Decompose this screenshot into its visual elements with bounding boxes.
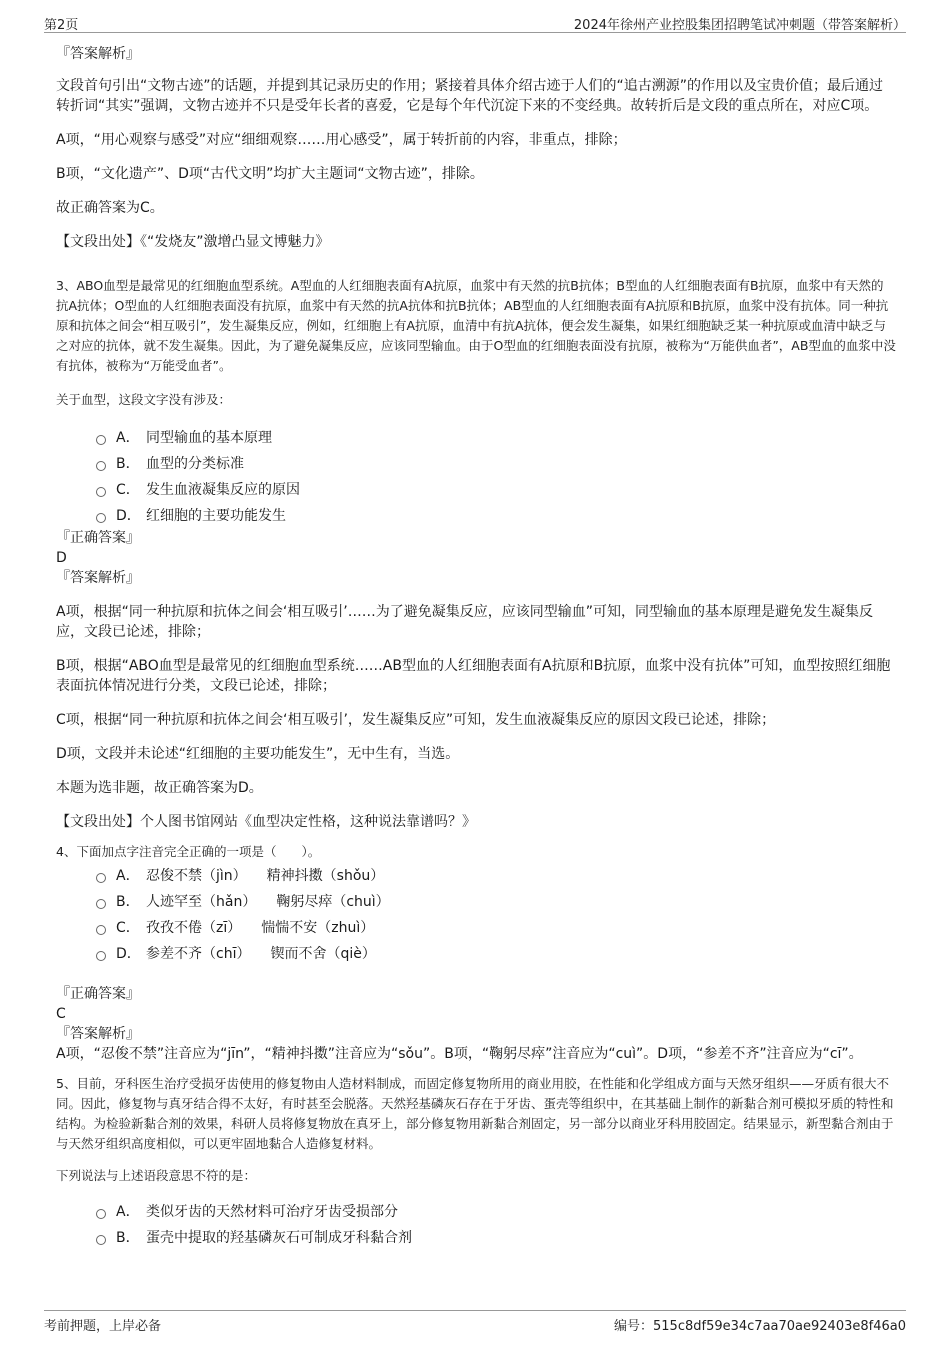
option-text: 类似牙齿的天然材料可治疗牙齿受损部分 (146, 1204, 398, 1220)
q4-analysis-label: 『答案解析』 (56, 1026, 140, 1042)
q3-analysis-conclusion: 本题为选非题，故正确答案为D。 (56, 780, 263, 796)
option-word-2: 惴惴不安（zhuì） (261, 920, 375, 936)
option-word-2: 锲而不舍（qiè） (270, 946, 376, 962)
document-title: 2024年徐州产业控股集团招聘笔试冲刺题（带答案解析） (573, 18, 906, 33)
option-letter: A． (116, 1204, 140, 1220)
q3-analysis-b: B项，根据“ABO血型是最常见的红细胞血型系统……AB型血的人红细胞表面有A抗原和B抗原，血浆中没有抗体”可知，血型按照红细胞表面抗体情况进行分类，文段已论述，排除； (56, 658, 891, 694)
option-letter: A． (116, 868, 140, 884)
q5-option-b[interactable] (96, 1224, 896, 1250)
option-letter: B． (116, 894, 140, 910)
q3-analysis-label: 『答案解析』 (56, 570, 140, 586)
q3-analysis-c: C项，根据“同一种抗原和抗体之间会‘相互吸引’，发生凝集反应”可知，发生血液凝集反应的原因文段已论述，排除； (56, 712, 776, 728)
page-number: 第2页 (44, 18, 79, 33)
option-text: 红细胞的主要功能发生 (146, 508, 286, 524)
q4-analysis: A项，“忍俊不禁”注音应为“jīn”，“精神抖擞”注音应为“sǒu”。B项，“鞠躬尽瘁”注音应为“cuì”。D项，“参差不齐”注音应为“cī”。 (56, 1046, 863, 1062)
q2-analysis-label: 『答案解析』 (56, 46, 140, 62)
q2-analysis-para1: 文段首句引出“文物古迹”的话题，并提到其记录历史的作用；紧接着具体介绍古迹于人们的“追古溯源”的作用以及宝贵价值；最后通过转折词“其实”强调，文物古迹并不只是受年长者的喜爱，它是每个年代沉淀下来的不变经典。故转折后是文段的重点所在，对应C项。 (56, 78, 884, 114)
q4-answer: C (56, 1006, 66, 1022)
q3-analysis-d: D项，文段并未论述“红细胞的主要功能发生”，无中生有，当选。 (56, 746, 460, 762)
page-footer (44, 1310, 906, 1333)
q4-options (56, 862, 896, 966)
footer-slogan: 考前押题，上岸必备 (44, 1319, 162, 1334)
q2-analysis-para4: 故正确答案为C。 (56, 200, 164, 216)
q3-answer: D (56, 550, 67, 566)
q4-option-d[interactable] (96, 940, 896, 966)
q4-stem: 4、下面加点字注音完全正确的一项是（ ）。 (56, 844, 321, 859)
radio-button-icon[interactable] (96, 461, 106, 471)
option-word-1: 孜孜不倦（zī） (146, 920, 242, 936)
radio-button-icon[interactable] (96, 899, 106, 909)
radio-button-icon[interactable] (96, 1209, 106, 1219)
q5-options (56, 1198, 896, 1250)
option-word-2: 鞠躬尽瘁（chuì） (276, 894, 390, 910)
option-text: 同型输血的基本原理 (146, 430, 272, 446)
page-header (44, 14, 906, 33)
q4-option-a[interactable] (96, 862, 896, 888)
document-body (56, 44, 896, 1250)
q4-answer-label: 『正确答案』 (56, 986, 140, 1002)
option-text: 蛋壳中提取的羟基磷灰石可制成牙科黏合剂 (146, 1230, 412, 1246)
radio-button-icon[interactable] (96, 1235, 106, 1245)
q5-question: 下列说法与上述语段意思不符的是： (56, 1168, 257, 1183)
q3-options (56, 424, 896, 528)
option-text: 血型的分类标准 (146, 456, 244, 472)
q5-stem: 5、目前，牙科医生治疗受损牙齿使用的修复物由人造材料制成，而固定修复物所用的商业用胶，在性能和化学组成方面与天然牙组织——牙质有很大不同。因此，修复物与真牙结合得不太好，有时甚至会脱落。天然羟基磷灰石存在于牙齿、蛋壳等组织中，在其基础上制作的新黏合剂可模拟牙质的特性和结构。为检验新黏合剂的效果，科研人员将修复物放在真牙上，部分修复物用新黏合剂固定，另一部分以商业牙科用胶固定。结果显示，新型黏合剂由于与天然牙组织高度相似，可以更牢固地黏合人造修复材料。 (56, 1076, 894, 1151)
q3-option-b[interactable] (96, 450, 896, 476)
q3-source: 【文段出处】个人图书馆网站《血型决定性格，这种说法靠谱吗？》 (56, 814, 476, 830)
option-letter: C． (116, 920, 140, 936)
q4-option-b[interactable] (96, 888, 896, 914)
q3-option-c[interactable] (96, 476, 896, 502)
radio-button-icon[interactable] (96, 951, 106, 961)
radio-button-icon[interactable] (96, 487, 106, 497)
option-letter: A． (116, 430, 140, 446)
radio-button-icon[interactable] (96, 925, 106, 935)
q5-option-a[interactable] (96, 1198, 896, 1224)
option-letter: D． (116, 946, 141, 962)
option-letter: D． (116, 508, 141, 524)
q2-analysis-para3: B项，“文化遗产”、D项“古代文明”均扩大主题词“文物古迹”，排除。 (56, 166, 484, 182)
document-id: 编号：515c8df59e34c7aa70ae92403e8f46a0 (614, 1319, 906, 1334)
radio-button-icon[interactable] (96, 435, 106, 445)
option-letter: C． (116, 482, 140, 498)
option-word-1: 参差不齐（chī） (146, 946, 251, 962)
option-word-2: 精神抖擞（shǒu） (266, 868, 385, 884)
q3-option-a[interactable] (96, 424, 896, 450)
q3-option-d[interactable] (96, 502, 896, 528)
option-word-1: 人迹罕至（hǎn） (146, 894, 257, 910)
option-letter: B． (116, 1230, 140, 1246)
q4-option-c[interactable] (96, 914, 896, 940)
radio-button-icon[interactable] (96, 513, 106, 523)
q2-analysis-para2: A项，“用心观察与感受”对应“细细观察……用心感受”，属于转折前的内容，非重点，排除； (56, 132, 627, 148)
q3-analysis-a: A项，根据“同一种抗原和抗体之间会‘相互吸引’……为了避免凝集反应，应该同型输血”可知，同型输血的基本原理是避免发生凝集反应，文段已论述，排除； (56, 604, 873, 640)
option-word-1: 忍俊不禁（jìn） (146, 868, 247, 884)
option-letter: B． (116, 456, 140, 472)
q3-question: 关于血型，这段文字没有涉及： (56, 392, 232, 407)
q3-stem: 3、ABO血型是最常见的红细胞血型系统。A型血的人红细胞表面有A抗原，血浆中有天然的抗B抗体；B型血的人红细胞表面有B抗原，血浆中有天然的抗A抗体；O型血的人红细胞表面没有抗原，血浆中有天然的抗A抗体和抗B抗体；AB型血的人红细胞表面有A抗原和B抗原，血浆中没有抗体。同一种抗原和抗体之间会“相互吸引”，发生凝集反应，例如，红细胞上有A抗原，血清中有抗A抗体，便会发生凝集，如果红细胞缺乏某一种抗原或血清中缺乏与之对应的抗体，就不发生凝集。因此，为了避免凝集反应，应该同型输血。由于O型血的红细胞表面没有抗原，被称为“万能供血者”，AB型血的血浆中没有抗体，被称为“万能受血者”。 (56, 278, 896, 373)
option-text: 发生血液凝集反应的原因 (146, 482, 300, 498)
q2-source: 【文段出处】《“发烧友”激增凸显文博魅力》 (56, 234, 330, 250)
radio-button-icon[interactable] (96, 873, 106, 883)
q3-answer-label: 『正确答案』 (56, 530, 140, 546)
